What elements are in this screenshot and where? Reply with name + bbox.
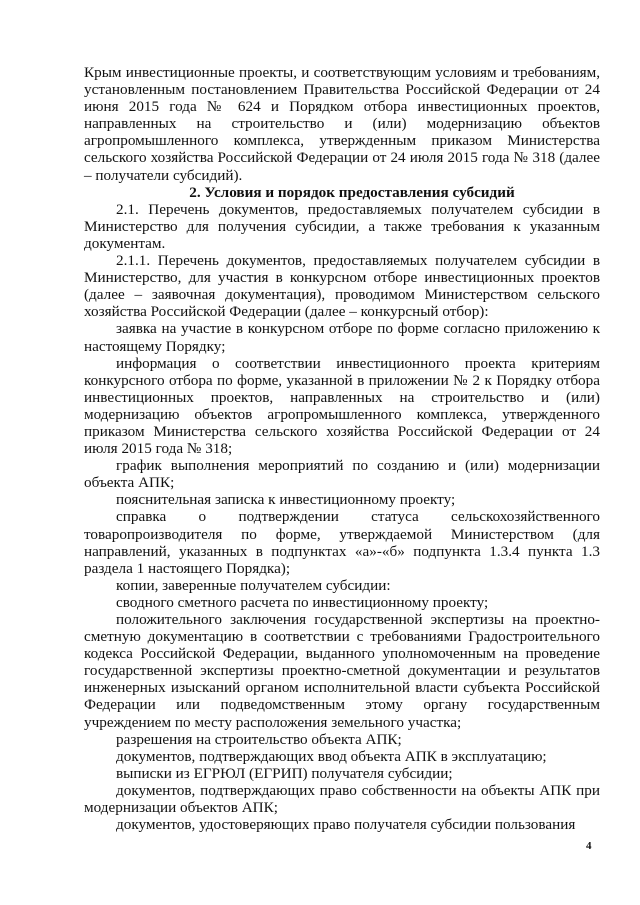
list-item-certified-copies: копии, заверенные получателем субсидии: — [116, 576, 391, 594]
list-item-ownership-docs: документов, подтверждающих право собственности на объекты АПК при модернизации объектов АПК; — [84, 781, 600, 817]
list-item-usage-rights-docs: документов, удостоверяющих право получателя субсидии пользования — [116, 816, 576, 834]
list-item-explanatory-note: пояснительная записка к инвестиционному проекту; — [116, 491, 456, 509]
list-item-status-certificate: справка о подтверждении статуса сельскохозяйственного товаропроизводителя по форме, утверждаемой Министерством (для направлений, указанных в подпунктах «а»-«б» подпункта 1.3.4 пункта 1.3 раздела 1 настоящего Порядка); — [84, 508, 600, 577]
list-item-estimate: сводного сметного расчета по инвестиционному проекту; — [116, 593, 489, 611]
paragraph-2-1-1: 2.1.1. Перечень документов, предоставляемых получателем субсидии в Министерство, для участия в конкурсном отборе инвестиционных проектов (далее – заявочная документация), проводимом Министерством сельского хозяйства Российской Федерации (далее – конкурсный отбор): — [84, 252, 600, 321]
list-item-egrul-extract: выписки из ЕГРЮЛ (ЕГРИП) получателя субсидии; — [116, 764, 453, 782]
list-item-criteria-info: информация о соответствии инвестиционного проекта критериям конкурсного отбора по форме, указанной в приложении № 2 к Порядку отбора инвестиционных проектов, направленных на строительство и (или) модернизацию объектов агропромышленного комплекса, утвержденного приказом Министерства сельского хозяйства Российской Федерации от 24 июля 2015 года № 318; — [84, 354, 600, 458]
section-heading: 2. Условия и порядок предоставления субсидий — [189, 183, 515, 201]
list-item-application: заявка на участие в конкурсном отборе по форме согласно приложению к настоящему Порядку; — [84, 320, 600, 355]
list-item-commissioning-docs: документов, подтверждающих ввод объекта АПК в эксплуатацию; — [116, 747, 547, 765]
document-page — [84, 64, 600, 833]
paragraph-2-1: 2.1. Перечень документов, предоставляемых получателем субсидии в Министерство для получения субсидии, а также требования к указанным документам. — [84, 200, 600, 252]
intro-paragraph: Крым инвестиционные проекты, и соответствующим условиям и требованиям, установленным постановлением Правительства Российской Федерации от 24 июня 2015 года № 624 и Порядком отбора инвестиционных проектов, направленных на строительство и (или) модернизацию объектов агропромышленного комплекса, утвержденным приказом Министерства сельского хозяйства Российской Федерации от 24 июля 2015 года № 318 (далее – получатели субсидий). — [84, 64, 600, 184]
page-number: 4 — [586, 840, 592, 852]
list-item-expertise-conclusion: положительного заключения государственной экспертизы на проектно-сметную документацию в соответствии с требованиями Градостроительного кодекса Российской Федерации, выданного уполномоченным на проведение государственной экспертизы проектно-сметной документации и результатов инженерных изысканий органом исполнительной власти субъекта Российской Федерации или подведомственным этому органу государственным учреждением по месту расположения земельного участка; — [84, 611, 600, 731]
list-item-building-permit: разрешения на строительство объекта АПК; — [116, 730, 402, 748]
list-item-schedule: график выполнения мероприятий по созданию и (или) модернизации объекта АПК; — [84, 457, 600, 492]
